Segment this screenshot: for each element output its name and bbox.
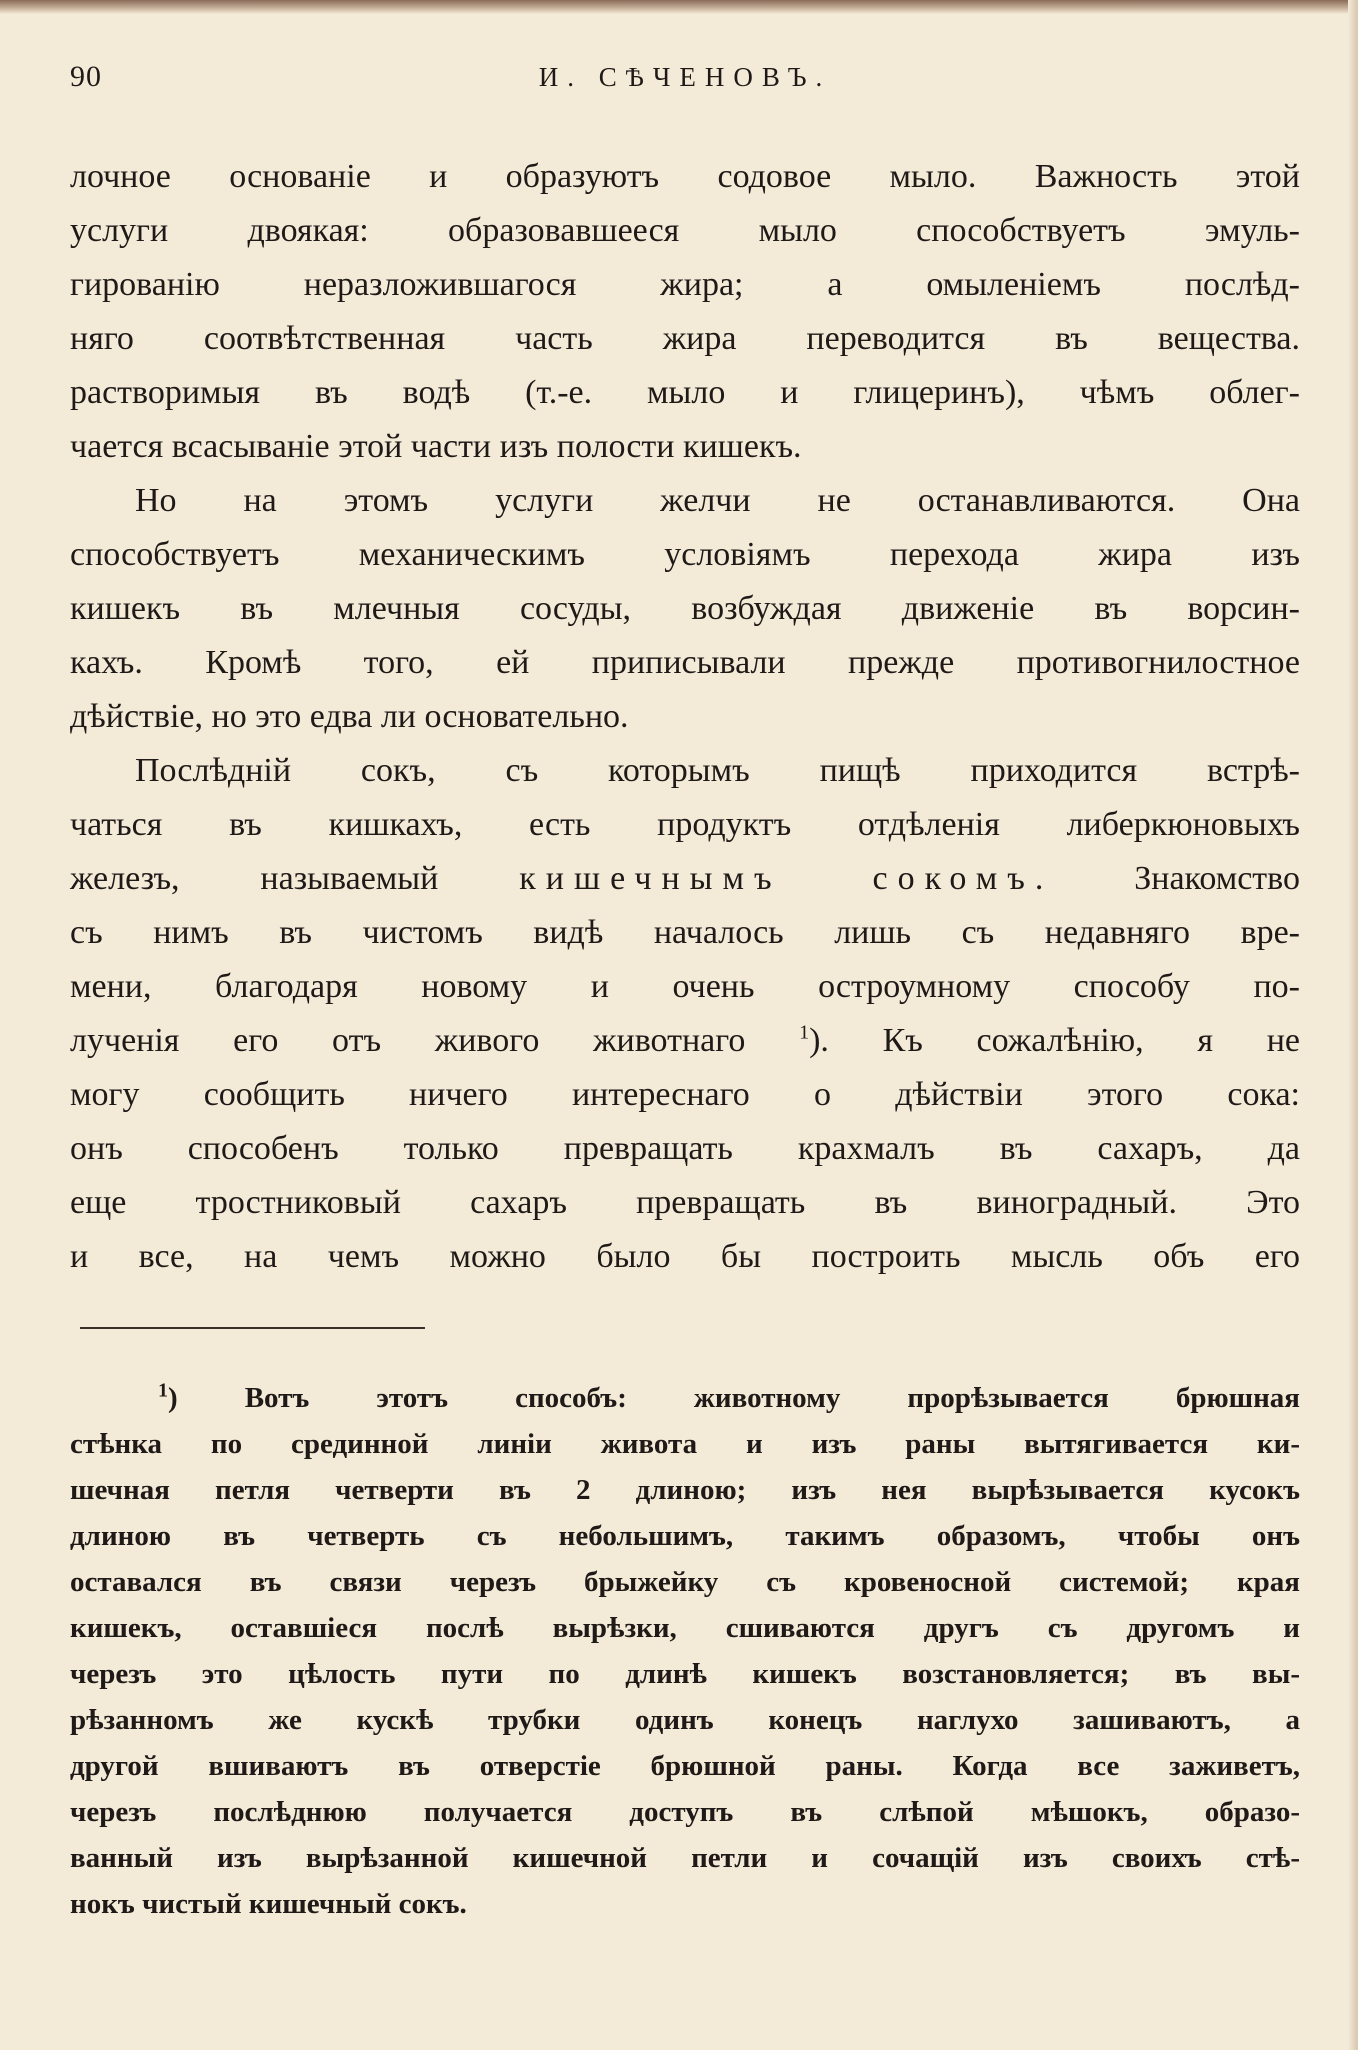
footnote-reference[interactable]: 1 [799, 1021, 810, 1044]
text-fragment: ). Къ сожалѣнію, я не [809, 1022, 1300, 1059]
footnote-line: черезъ это цѣлость пути по длинѣ кишекъ возстановляется; въ вы- [70, 1658, 1300, 1690]
text-line: кишекъ въ млечныя сосуды, возбуждая движеніе въ ворсин- [70, 590, 1300, 627]
page-number: 90 [70, 60, 102, 93]
text-line: способствуетъ механическимъ условіямъ перехода жира изъ [70, 536, 1300, 573]
footnote-line: шечная петля четверти въ 2 длиною; изъ нея вырѣзывается кусокъ [70, 1474, 1300, 1506]
text-line: чаться въ кишкахъ, есть продуктъ отдѣленія либеркюновыхъ [70, 806, 1300, 843]
text-line: съ нимъ въ чистомъ видѣ началось лишь съ недавняго вре- [70, 914, 1300, 951]
text-line: гированію неразложившагося жира; а омыленіемъ послѣд- [70, 266, 1300, 303]
footnote-line: ванный изъ вырѣзанной кишечной петли и сочащій изъ своихъ стѣ- [70, 1842, 1300, 1874]
footnote-line: черезъ послѣднюю получается доступъ въ слѣпой мѣшокъ, образо- [70, 1796, 1300, 1828]
text-line: могу сообщить ничего интереснаго о дѣйствіи этого сока: [70, 1076, 1300, 1113]
text-line: услуги двоякая: образовавшееся мыло способствуетъ эмуль- [70, 212, 1300, 249]
footnote-line [70, 1375, 1300, 1421]
spaced-term: кишечнымъ сокомъ. [519, 860, 1054, 897]
text-line: лочное основаніе и образуютъ содовое мыло. Важность этой [70, 158, 1300, 195]
page-top-edge [0, 0, 1358, 14]
paragraph-2 [70, 474, 1300, 744]
text-line [70, 852, 1300, 906]
paragraph-3 [70, 744, 1300, 1284]
footnote-separator [80, 1327, 425, 1329]
paragraph-1 [70, 150, 1300, 474]
text-fragment: ) Вотъ этотъ способъ: животному прорѣзывается брюшная [168, 1382, 1300, 1414]
text-line: няго соотвѣтственная часть жира переводится въ вещества. [70, 320, 1300, 357]
footnote-line: длиною въ четверть съ небольшимъ, такимъ образомъ, чтобы онъ [70, 1520, 1300, 1552]
footnote-line: другой вшиваютъ въ отверстіе брюшной раны. Когда все заживетъ, [70, 1750, 1300, 1782]
text-line: чается всасываніе этой части изъ полости кишекъ. [70, 428, 802, 465]
page-header [70, 60, 1300, 100]
text-line: Но на этомъ услуги желчи не останавливаются. Она [135, 482, 1300, 519]
footnote-line: нокъ чистый кишечный сокъ. [70, 1888, 467, 1920]
text-fragment: Знакомство [1053, 860, 1300, 897]
page-right-edge [1348, 0, 1358, 2050]
text-fragment: железъ, называемый [70, 860, 520, 897]
text-line: еще тростниковый сахаръ превращать въ виноградный. Это [70, 1184, 1300, 1221]
running-head: И. СѢЧЕНОВЪ. [538, 62, 832, 92]
footnote-line: оставался въ связи черезъ брыжейку съ кровеносной системой; края [70, 1566, 1300, 1598]
footnote [70, 1375, 1300, 1927]
footnote-line: кишекъ, оставшіеся послѣ вырѣзки, сшиваются другъ съ другомъ и [70, 1612, 1300, 1644]
footnote-line: стѣнка по срединной линіи живота и изъ раны вытягивается ки- [70, 1428, 1300, 1460]
text-line: Послѣдній сокъ, съ которымъ пищѣ приходится встрѣ- [135, 752, 1300, 789]
footnote-line: рѣзанномъ же кускѣ трубки одинъ конецъ наглухо зашиваютъ, а [70, 1704, 1300, 1736]
text-line: кахъ. Кромѣ того, ей приписывали прежде противогнилостное [70, 644, 1300, 681]
text-line: и все, на чемъ можно было бы построить мысль объ его [70, 1238, 1300, 1275]
text-fragment: лученія его отъ живого животнаго [70, 1022, 800, 1059]
footnote-marker: 1 [158, 1379, 168, 1402]
text-line: дѣйствіе, но это едва ли основательно. [70, 698, 629, 735]
text-line: мени, благодаря новому и очень остроумному способу по- [70, 968, 1300, 1005]
text-line [70, 1014, 1300, 1068]
main-text [70, 150, 1300, 1284]
text-line: онъ способенъ только превращать крахмалъ въ сахаръ, да [70, 1130, 1300, 1167]
text-line: растворимыя въ водѣ (т.-е. мыло и глицеринъ), чѣмъ облег- [70, 374, 1300, 411]
